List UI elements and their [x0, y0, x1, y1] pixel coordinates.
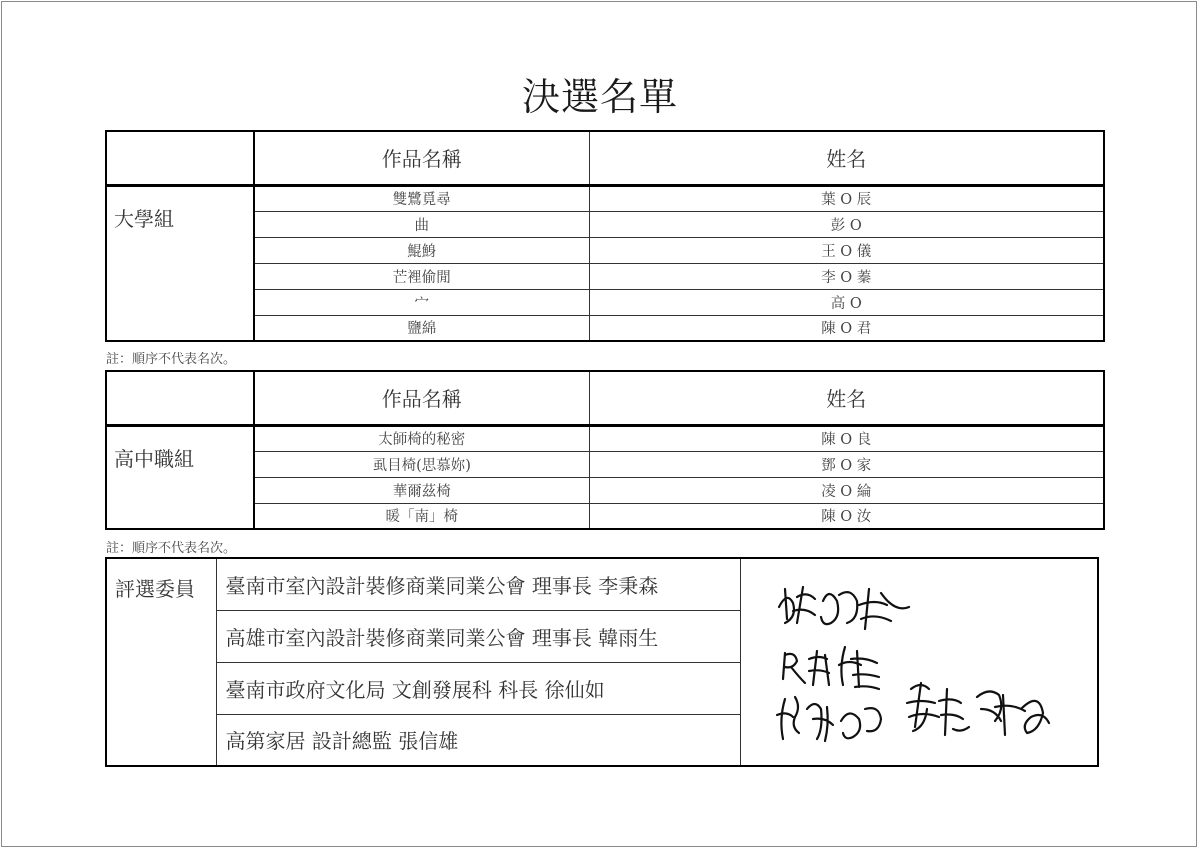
- judge-entry: 高雄市室內設計裝修商業同業公會 理事長 韓雨生: [216, 610, 740, 662]
- entrant-name: 李 O 蓁: [589, 263, 1104, 289]
- judge-entry: 臺南市室內設計裝修商業同業公會 理事長 李秉森: [216, 558, 740, 610]
- entrant-name: 高 O: [589, 289, 1104, 315]
- note-highschool: 註：順序不代表名次。: [106, 541, 237, 556]
- work-title: 芒裡偷閒: [254, 263, 589, 289]
- judges-label: 評選委員: [106, 558, 216, 766]
- handwritten-signatures: [741, 559, 1097, 767]
- col-header-name: 姓名: [589, 371, 1104, 425]
- university-table: [105, 130, 1105, 342]
- work-title: 鹽綿: [254, 315, 589, 341]
- work-title: 虱目椅(思慕妳): [254, 451, 589, 477]
- work-title: 華爾茲椅: [254, 477, 589, 503]
- entrant-name: 陳 O 良: [589, 425, 1104, 451]
- judges-table: [105, 557, 1099, 767]
- entrant-name: 葉 O 辰: [589, 185, 1104, 211]
- work-title: 太師椅的秘密: [254, 425, 589, 451]
- note-university: 註：順序不代表名次。: [106, 352, 237, 367]
- highschool-table: [105, 370, 1105, 530]
- entrant-name: 陳 O 汝: [589, 503, 1104, 529]
- judge-entry: 高第家居 設計總監 張信雄: [216, 714, 740, 766]
- judge-entry: 臺南市政府文化局 文創發展科 科長 徐仙如: [216, 662, 740, 714]
- table-corner: [106, 131, 254, 185]
- col-header-work: 作品名稱: [254, 131, 589, 185]
- signature-area: [740, 558, 1098, 766]
- entrant-name: 鄧 O 家: [589, 451, 1104, 477]
- table-corner: [106, 371, 254, 425]
- col-header-work: 作品名稱: [254, 371, 589, 425]
- col-header-name: 姓名: [589, 131, 1104, 185]
- page-title: 決選名單: [521, 75, 678, 119]
- work-title: 鯤鯓: [254, 237, 589, 263]
- work-title: 曲: [254, 211, 589, 237]
- entrant-name: 彭 O: [589, 211, 1104, 237]
- entrant-name: 凌 O 綸: [589, 477, 1104, 503]
- entrant-name: 王 O 儀: [589, 237, 1104, 263]
- group-label-university: 大學組: [106, 185, 254, 341]
- group-label-highschool: 高中職組: [106, 425, 254, 529]
- work-title: 暖「南」椅: [254, 503, 589, 529]
- work-title: 宀: [254, 289, 589, 315]
- work-title: 雙鷺覓尋: [254, 185, 589, 211]
- entrant-name: 陳 O 君: [589, 315, 1104, 341]
